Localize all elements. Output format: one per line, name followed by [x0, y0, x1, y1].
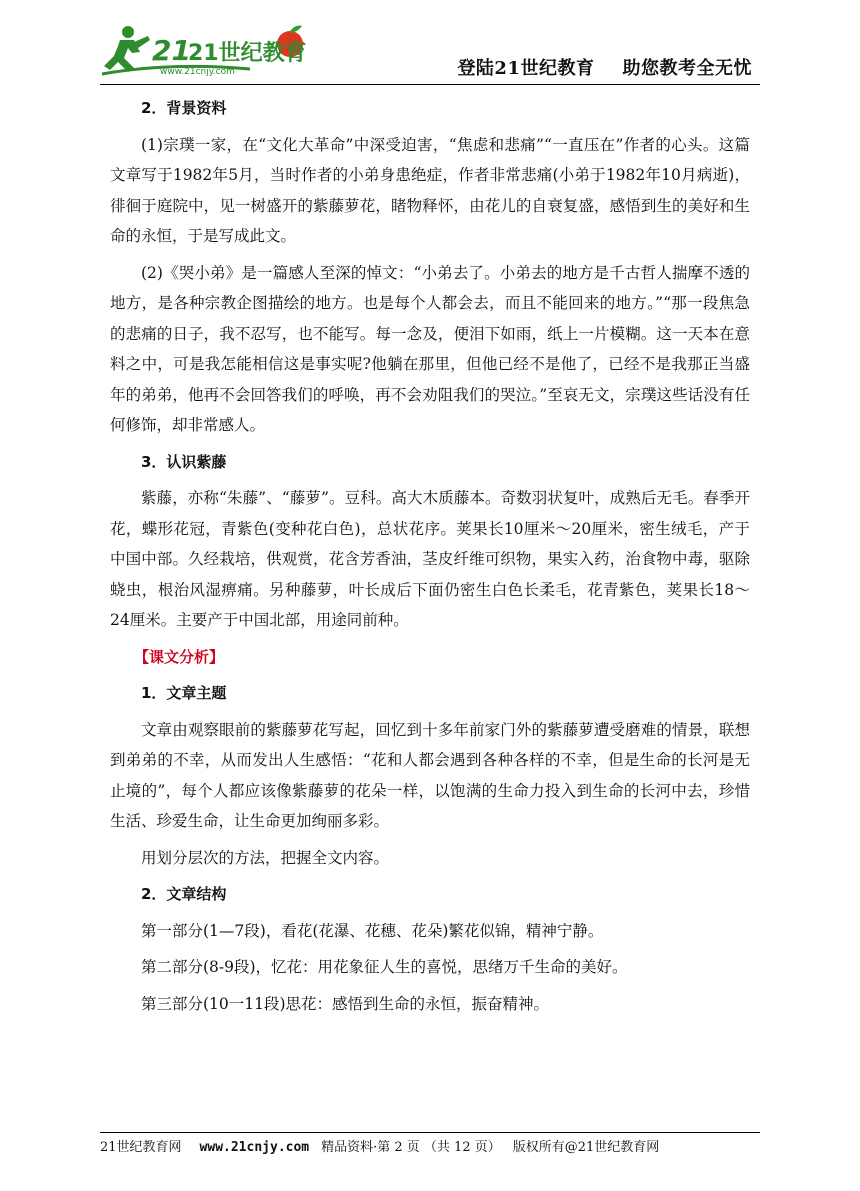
paragraph-structure-1: 第一部分(1—7段)，看花(花瀑、花穗、花朵)繁花似锦，精神宁静。 — [141, 921, 604, 940]
logo-number: 21 — [152, 34, 191, 67]
section-heading-structure: 2．文章结构 — [141, 885, 227, 903]
running-figure-icon — [104, 26, 150, 72]
page-footer — [100, 1136, 760, 1155]
section-heading-theme: 1．文章主题 — [141, 684, 227, 702]
section-heading-wisteria: 3．认识紫藤 — [141, 452, 227, 471]
paragraph-wisteria: 紫藤，亦称“朱藤”、“藤萝”。豆科。高大木质藤本。奇数羽状复叶，成熟后无毛。春季开花，蝶形花冠，青紫色(变种花白色)，总状花序。荚果长10厘米～20厘米，密生绒毛，产于中国中部。久经栽培，供观赏，花含芳香油，茎皮纤维可织物，果实入药，治食物中毒，驱除蛲虫，根治风湿痹痛。另种藤萝，叶长成后下面仍密生白色长柔毛，花青紫色，荚果长18～24厘米。主要产于中国北部，用途同前种。 — [110, 489, 750, 629]
paragraph-theme-1: 文章由观察眼前的紫藤萝花写起，回忆到十多年前家门外的紫藤萝遭受磨难的情景，联想到弟弟的不幸，从而发出人生感悟：“花和人都会遇到各种各样的不幸，但是生命的长河是无止境的”，每个人都应该像紫藤萝的花朵一样，以饱满的生命力投入到生命的长河中去，珍惜生活、珍爱生命，让生命更加绚丽多彩。 — [110, 720, 750, 830]
slogan-left: 登陆21世纪教育 — [457, 58, 595, 79]
footer-page-info: 精品资料·第 2 页 （共 12 页） — [321, 1140, 501, 1155]
footer-site-url[interactable]: www.21cnjy.com — [199, 1140, 310, 1155]
footer-copyright: 版权所有@21世纪教育网 — [512, 1140, 660, 1155]
paragraph-background-2: (2)《哭小弟》是一篇感人至深的悼文：“小弟去了。小弟去的地方是千古哲人揣摩不透的地方，是各种宗教企图描绘的地方。也是每个人都会去，而且不能回来的地方。”“那一段焦急的悲痛的日子，我不忍写，也不能写。每一念及，便泪下如雨，纸上一片模糊。这一天本在意料之中，可是我怎能相信这是事实呢?他躺在那里，但他已经不是他了，已经不是我那正当盛年的弟弟，他再不会回答我们的呼唤，再不会劝阻我们的哭泣。”至哀无文，宗璞这些话没有任何修饰，却非常感人。 — [110, 263, 750, 434]
slogan-right: 助您教考全无忧 — [622, 58, 752, 79]
paragraph-structure-2: 第二部分(8-9段)，忆花：用花象征人生的喜悦，思绪万千生命的美好。 — [141, 958, 628, 976]
section-heading-background: 2．背景资料 — [141, 99, 227, 117]
section-heading-text-analysis: 【课文分析】 — [134, 647, 225, 666]
footer-divider — [100, 1132, 760, 1133]
site-logo — [100, 22, 315, 80]
paragraph-theme-2: 用划分层次的方法，把握全文内容。 — [141, 848, 390, 867]
footer-site-name: 21世纪教育网 — [100, 1140, 182, 1155]
logo-text: 21世纪教育 — [188, 41, 307, 66]
logo-url: www.21cnjy.com — [160, 67, 235, 77]
header-slogan — [457, 54, 752, 80]
paragraph-background-1: (1)宗璞一家，在“文化大革命”中深受迫害，“焦虑和悲痛”“一直压在”作者的心头。这篇文章写于1982年5月，当时作者的小弟身患绝症，作者非常悲痛(小弟于1982年10月病逝)，徘徊于庭院中，见一树盛开的紫藤萝花，睹物释怀，由花儿的自衰复盛，感悟到生的美好和生命的永恒，于是写成此文。 — [110, 135, 750, 245]
paragraph-structure-3: 第三部分(10一11段)思花：感悟到生命的永恒，振奋精神。 — [141, 994, 550, 1013]
page-header — [100, 22, 760, 84]
main-content — [110, 93, 750, 1025]
header-divider — [100, 84, 760, 85]
